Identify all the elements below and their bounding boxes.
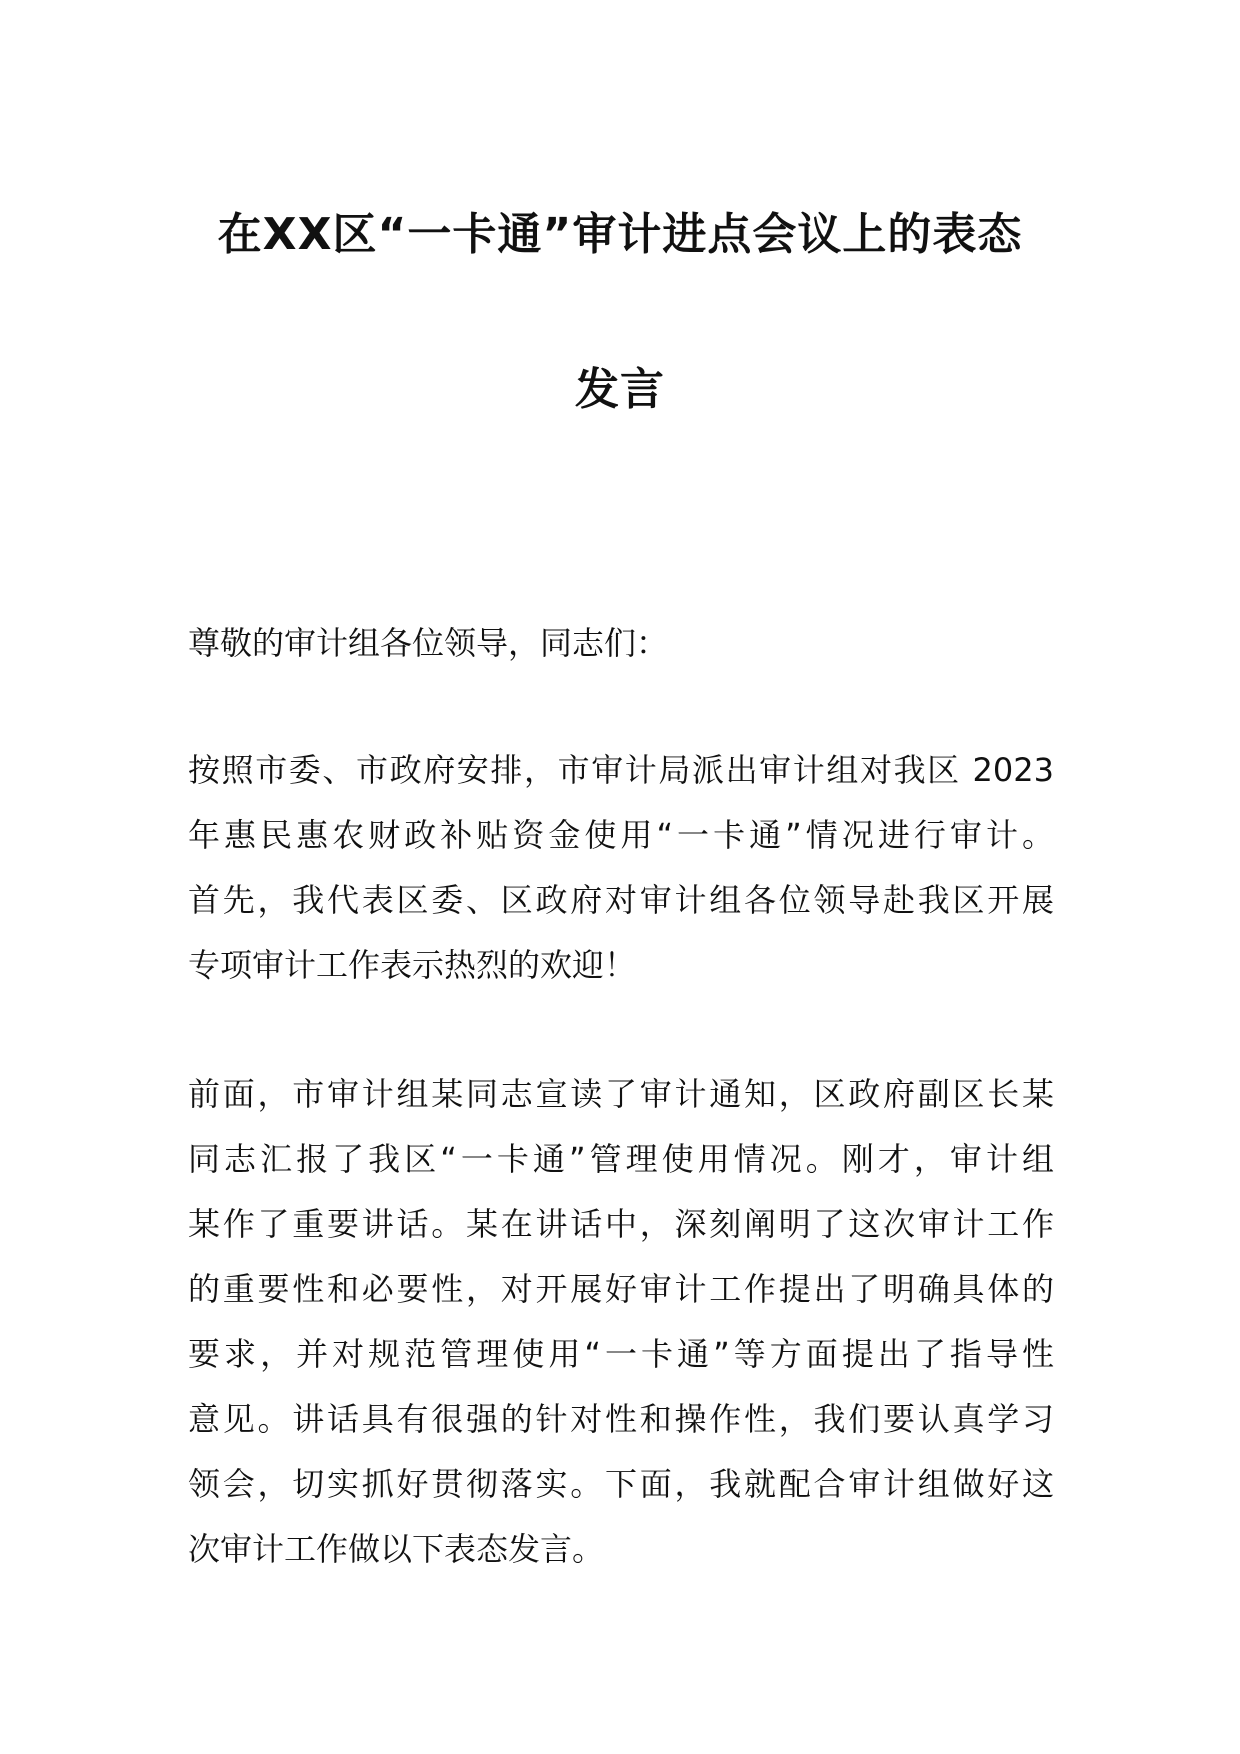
document-title-line-1: 在XX区“一卡通”审计进点会议上的表态 — [217, 209, 1023, 260]
paragraph-1-line: 按照市委、市政府安排，市审计局派出审计组对我区 2023 — [188, 751, 1054, 789]
paragraph-2-line: 前面，市审计组某同志宣读了审计通知，区政府副区长某 — [188, 1075, 1054, 1113]
paragraph-2-line: 同志汇报了我区“一卡通”管理使用情况。刚才，审计组 — [188, 1140, 1054, 1178]
paragraph-2-line: 领会，切实抓好贯彻落实。下面，我就配合审计组做好这 — [188, 1465, 1054, 1503]
paragraph-1-line: 专项审计工作表示热烈的欢迎！ — [188, 946, 637, 984]
paragraph-2 — [188, 1062, 1054, 1582]
salutation-text: 尊敬的审计组各位领导，同志们： — [188, 624, 669, 662]
paragraph-1 — [188, 738, 1054, 998]
paragraph-1-line: 年惠民惠农财政补贴资金使用“一卡通”情况进行审计。 — [188, 816, 1054, 854]
paragraph-2-line: 要求，并对规范管理使用“一卡通”等方面提出了指导性 — [188, 1335, 1054, 1373]
salutation — [188, 611, 1054, 676]
paragraph-2-line: 某作了重要讲话。某在讲话中，深刻阐明了这次审计工作 — [188, 1205, 1054, 1243]
paragraph-1-line: 首先，我代表区委、区政府对审计组各位领导赴我区开展 — [188, 881, 1054, 919]
paragraph-2-line: 的重要性和必要性，对开展好审计工作提出了明确具体的 — [188, 1270, 1054, 1308]
paragraph-2-line: 次审计工作做以下表态发言。 — [188, 1530, 605, 1568]
document-title-line-2: 发言 — [575, 364, 665, 415]
paragraph-2-line: 意见。讲话具有很强的针对性和操作性，我们要认真学习 — [188, 1400, 1054, 1438]
